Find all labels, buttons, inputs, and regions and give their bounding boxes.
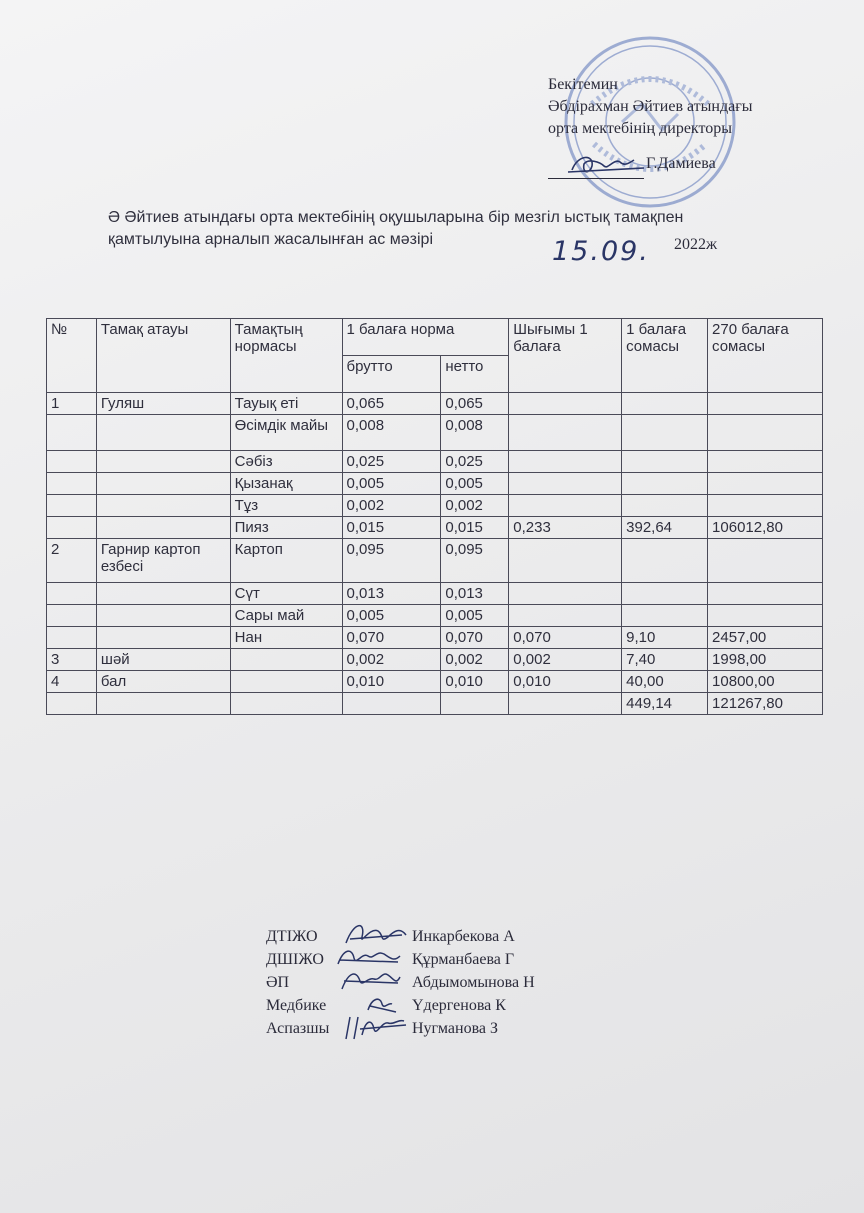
cell-gross: 0,005: [342, 605, 441, 627]
table-row: [47, 415, 823, 451]
cell-net: 0,005: [441, 473, 509, 495]
table-row: [47, 671, 823, 693]
cell-cost-270: 106012,80: [708, 517, 823, 539]
table-row: [47, 605, 823, 627]
approve-label: Бекітемин: [548, 76, 618, 93]
cell-number: 1: [47, 393, 97, 415]
cell-ingredient: [230, 649, 342, 671]
cell-ingredient: [230, 693, 342, 715]
cell-ingredient: Сары май: [230, 605, 342, 627]
cell-consumption: [509, 393, 622, 415]
cell-gross: 0,065: [342, 393, 441, 415]
cell-gross: 0,005: [342, 473, 441, 495]
header-gross: брутто: [342, 356, 441, 393]
signature-name: Инкарбекова А: [412, 928, 515, 945]
cell-cost-270: [708, 539, 823, 583]
cell-cost-270: 1998,00: [708, 649, 823, 671]
cell-dish: [96, 473, 230, 495]
cell-number: [47, 517, 97, 539]
cell-gross: 0,010: [342, 671, 441, 693]
cell-consumption: [509, 473, 622, 495]
cell-consumption: 0,002: [509, 649, 622, 671]
cell-ingredient: Сәбіз: [230, 451, 342, 473]
cell-dish: [96, 693, 230, 715]
cell-cost-one: 7,40: [622, 649, 708, 671]
cell-dish: бал: [96, 671, 230, 693]
table-row: [47, 473, 823, 495]
cell-cost-one: [622, 539, 708, 583]
cell-cost-270: [708, 451, 823, 473]
cell-dish: [96, 517, 230, 539]
cell-cost-270: [708, 393, 823, 415]
cell-net: 0,025: [441, 451, 509, 473]
cell-cost-one: [622, 473, 708, 495]
cell-dish: [96, 605, 230, 627]
cell-net: 0,002: [441, 649, 509, 671]
cell-consumption: [509, 495, 622, 517]
cell-cost-270: 10800,00: [708, 671, 823, 693]
cell-ingredient: Қызанақ: [230, 473, 342, 495]
title-line-1: Ә Әйтиев атындағы орта мектебінің оқушыларына бір мезгіл ыстық тамақпен: [108, 209, 684, 226]
signature-name: Абдымомынова Н: [412, 974, 535, 991]
cell-number: [47, 415, 97, 451]
school-line-2: орта мектебінің директоры: [548, 120, 733, 137]
cell-net: 0,005: [441, 605, 509, 627]
cell-cost-270: [708, 583, 823, 605]
cell-cost-270: [708, 605, 823, 627]
cell-dish: шәй: [96, 649, 230, 671]
cell-ingredient: Тұз: [230, 495, 342, 517]
cell-consumption: 0,010: [509, 671, 622, 693]
cell-ingredient: Пияз: [230, 517, 342, 539]
cell-number: [47, 693, 97, 715]
cell-number: 2: [47, 539, 97, 583]
approval-block: [548, 74, 753, 140]
cell-consumption: [509, 605, 622, 627]
cell-cost-270: [708, 473, 823, 495]
signature-name: Нугманова З: [412, 1020, 499, 1037]
cell-number: [47, 495, 97, 517]
cell-dish: Гарнир картоп езбесі: [96, 539, 230, 583]
cell-consumption: [509, 415, 622, 451]
cell-net: 0,070: [441, 627, 509, 649]
title-line-2: қамтылуына арналып жасалынған ас мәзірі: [108, 231, 433, 248]
cell-ingredient: Нан: [230, 627, 342, 649]
cell-ingredient: Картоп: [230, 539, 342, 583]
cell-ingredient: Сүт: [230, 583, 342, 605]
handwritten-signature: [340, 1009, 412, 1043]
cell-gross: 0,013: [342, 583, 441, 605]
director-name: Г.Дамиева: [646, 155, 716, 172]
table-row: [47, 495, 823, 517]
cell-gross: 0,095: [342, 539, 441, 583]
cell-cost-one: [622, 451, 708, 473]
cell-cost-one: 9,10: [622, 627, 708, 649]
cell-gross: 0,025: [342, 451, 441, 473]
director-signature: [548, 148, 658, 182]
header-norm-group: 1 балаға норма: [342, 319, 509, 356]
cell-cost-one: [622, 393, 708, 415]
cell-cost-one: [622, 495, 708, 517]
cell-cost-one: 40,00: [622, 671, 708, 693]
signature-line: [548, 178, 644, 179]
cell-ingredient: Өсімдік майы: [230, 415, 342, 451]
cell-number: [47, 451, 97, 473]
cell-net: 0,015: [441, 517, 509, 539]
signature-role: ДТІЖО: [266, 928, 318, 945]
cell-net: 0,010: [441, 671, 509, 693]
cell-dish: [96, 495, 230, 517]
cell-cost-one: [622, 415, 708, 451]
cell-number: 4: [47, 671, 97, 693]
cell-net: [441, 693, 509, 715]
total-row: [47, 693, 823, 715]
cell-dish: [96, 451, 230, 473]
table-row: [47, 649, 823, 671]
header-ingredient: Тамақтың нормасы: [230, 319, 342, 393]
cell-number: [47, 605, 97, 627]
signature-role: ӘП: [266, 974, 290, 991]
cell-consumption: [509, 693, 622, 715]
signature-role: Медбике: [266, 997, 327, 1014]
cell-gross: 0,002: [342, 495, 441, 517]
cell-cost-270: [708, 495, 823, 517]
table-row: [47, 627, 823, 649]
cell-gross: 0,002: [342, 649, 441, 671]
cell-ingredient: Тауық еті: [230, 393, 342, 415]
header-number: №: [47, 319, 97, 393]
header-cost-one: 1 балаға сомасы: [622, 319, 708, 393]
cell-cost-270: 2457,00: [708, 627, 823, 649]
cell-number: [47, 583, 97, 605]
cell-number: [47, 473, 97, 495]
cell-consumption: [509, 451, 622, 473]
cell-cost-270: [708, 415, 823, 451]
cell-consumption: [509, 539, 622, 583]
handwritten-date: 15.09.: [552, 236, 650, 267]
cell-consumption: 0,233: [509, 517, 622, 539]
cell-gross: 0,015: [342, 517, 441, 539]
signature-role: Аспазшы: [266, 1020, 330, 1037]
cell-gross: 0,008: [342, 415, 441, 451]
cell-dish: [96, 415, 230, 451]
header-consumption: Шығымы 1 балаға: [509, 319, 622, 393]
cell-gross: [342, 693, 441, 715]
cell-dish: [96, 583, 230, 605]
cell-number: [47, 627, 97, 649]
cell-ingredient: [230, 671, 342, 693]
cell-net: 0,002: [441, 495, 509, 517]
cell-consumption: 0,070: [509, 627, 622, 649]
cell-net: 0,065: [441, 393, 509, 415]
signature-role: ДШІЖО: [266, 951, 324, 968]
cell-cost-one: 392,64: [622, 517, 708, 539]
cell-cost-one: [622, 605, 708, 627]
cell-number: 3: [47, 649, 97, 671]
year-label: 2022ж: [674, 236, 718, 253]
header-dish: Тамақ атауы: [96, 319, 230, 393]
table-row: [47, 539, 823, 583]
signature-name: Құрманбаева Г: [412, 951, 515, 968]
cell-net: 0,013: [441, 583, 509, 605]
cell-cost-one: [622, 583, 708, 605]
table-row: [47, 393, 823, 415]
cell-net: 0,008: [441, 415, 509, 451]
cell-dish: [96, 627, 230, 649]
table-row: [47, 451, 823, 473]
header-cost-270: 270 балаға сомасы: [708, 319, 823, 393]
cell-consumption: [509, 583, 622, 605]
signature-name: Үдергенова К: [412, 997, 506, 1014]
cell-net: 0,095: [441, 539, 509, 583]
menu-table: [46, 318, 823, 715]
table-row: [47, 517, 823, 539]
cell-gross: 0,070: [342, 627, 441, 649]
school-line-1: Әбдірахман Әйтиев атындағы: [548, 98, 753, 115]
total-cost-one: 449,14: [622, 693, 708, 715]
total-cost-270: 121267,80: [708, 693, 823, 715]
cell-dish: Гуляш: [96, 393, 230, 415]
header-net: нетто: [441, 356, 509, 393]
table-row: [47, 583, 823, 605]
